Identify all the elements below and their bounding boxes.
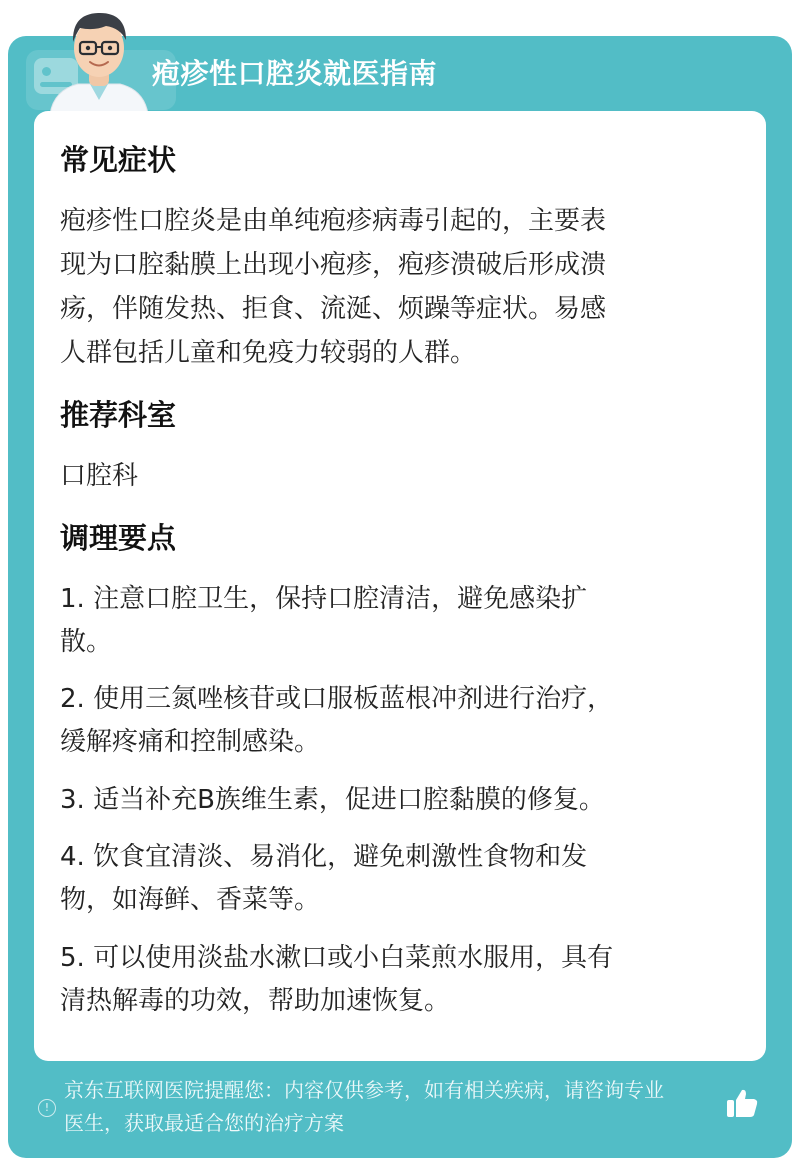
care-item-line: 2. 使用三氮唑核苷或口服板蓝根冲剂进行治疗， — [60, 684, 614, 714]
page-title: 疱疹性口腔炎就医指南 — [152, 57, 438, 90]
disclaimer-line: 京东互联网医院提醒您：内容仅供参考，如有相关疾病，请咨询专业 — [64, 1078, 664, 1102]
symptoms-text — [60, 199, 726, 375]
symptoms-line: 疡，伴随发热、拒食、流涎、烦躁等症状。易感 — [60, 294, 607, 324]
symptoms-line: 现为口腔黏膜上出现小疱疹，疱疹溃破后形成溃 — [60, 250, 607, 280]
care-item-line: 缓解疼痛和控制感染。 — [60, 727, 321, 757]
care-item-line: 5. 可以使用淡盐水漱口或小白菜煎水服用，具有 — [60, 943, 614, 973]
care-item-line: 散。 — [60, 627, 113, 657]
care-heading: 调理要点 — [60, 521, 177, 555]
disclaimer-line: 医生，获取最适合您的治疗方案 — [64, 1111, 344, 1135]
thumbs-up-icon[interactable] — [724, 1085, 760, 1121]
department-value: 口腔科 — [60, 461, 139, 491]
care-item-line: 3. 适当补充B族维生素，促进口腔黏膜的修复。 — [60, 785, 605, 815]
care-item-line: 1. 注意口腔卫生，保持口腔清洁，避免感染扩 — [60, 584, 588, 614]
symptoms-line: 疱疹性口腔炎是由单纯疱疹病毒引起的，主要表 — [60, 206, 607, 236]
symptoms-heading: 常见症状 — [60, 143, 177, 177]
disclaimer-text — [64, 1074, 728, 1140]
care-item — [60, 578, 726, 664]
care-item — [60, 937, 726, 1023]
care-item — [60, 678, 726, 764]
care-item-line: 4. 饮食宜清淡、易消化，避免刺激性食物和发 — [60, 842, 588, 872]
doctor-avatar-icon — [40, 4, 158, 114]
department-heading: 推荐科室 — [60, 398, 177, 432]
care-item-line: 物，如海鲜、香菜等。 — [60, 885, 321, 915]
symptoms-line: 人群包括儿童和免疫力较弱的人群。 — [60, 338, 477, 368]
info-icon: ! — [38, 1099, 56, 1117]
care-item — [60, 836, 726, 922]
care-item — [60, 779, 726, 822]
care-item-line: 清热解毒的功效，帮助加速恢复。 — [60, 986, 451, 1016]
